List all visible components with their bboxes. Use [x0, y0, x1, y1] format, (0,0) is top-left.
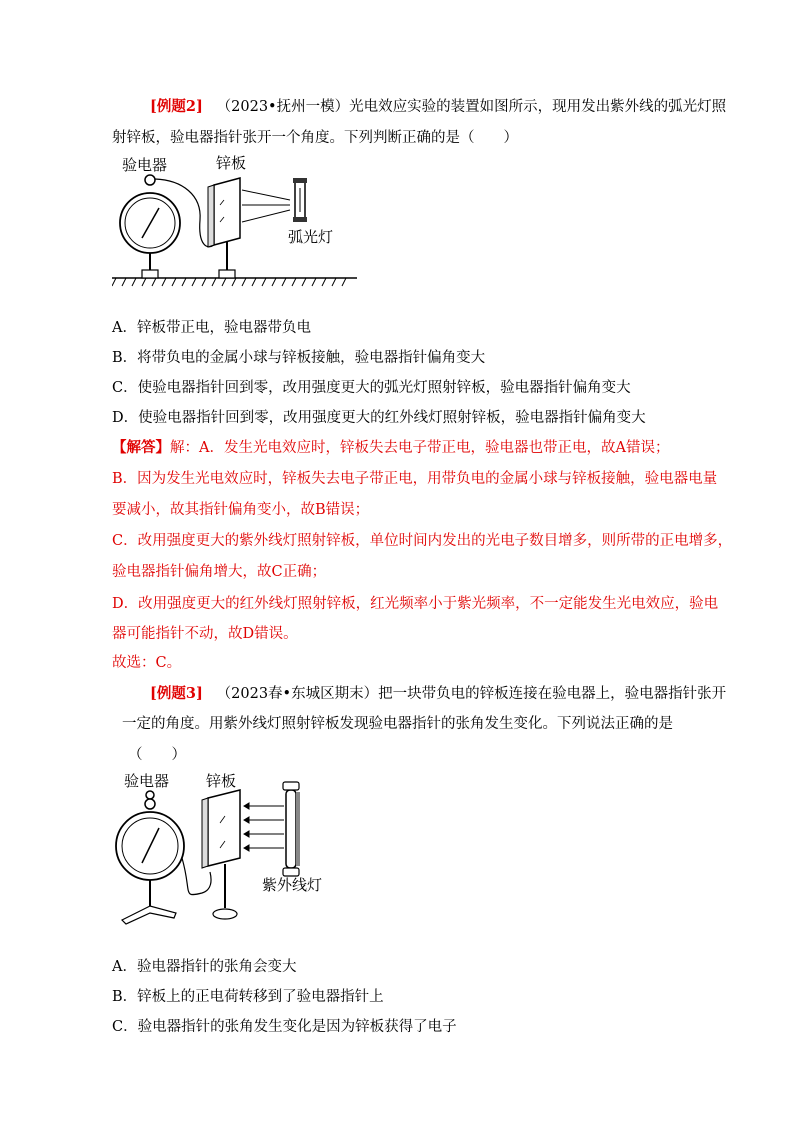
example3-option-a: A．验电器指针的张角会变大	[112, 959, 297, 975]
example2-option-c: C．使验电器指针回到零，改用强度更大的弧光灯照射锌板，验电器指针偏角变大	[112, 380, 631, 396]
example3-stem-text1: 把一块带负电的锌板连接在验电器上，验电器指针张开	[378, 686, 727, 702]
electroscope-label: 验电器	[122, 156, 168, 174]
example3-source: （2023春•东城区期末）	[216, 686, 379, 702]
example3-figure	[112, 768, 352, 942]
example3-stem-line1	[150, 684, 726, 704]
answer-tag: 【解答】	[112, 439, 170, 456]
example3-tag: [例题3]	[150, 685, 203, 702]
electroscope-label: 验电器	[124, 772, 170, 790]
uv-lamp-apparatus-diagram	[112, 768, 352, 938]
photoelectric-apparatus-diagram	[112, 150, 362, 300]
example3-stem-line3: （ ）	[128, 747, 186, 763]
uv-lamp-label: 紫外线灯	[262, 876, 323, 894]
zinc-plate-label: 锌板	[206, 772, 237, 790]
example2-option-d: D．使验电器指针回到零，改用强度更大的红外线灯照射锌板，验电器指针偏角变大	[112, 410, 646, 426]
example2-stem-text1: 光电效应实验的装置如图所示，现用发出紫外线的弧光灯照	[349, 99, 727, 115]
example2-answer-line3: 要减小，故其指针偏角变小，故B错误；	[112, 502, 370, 518]
example2-stem-line1	[150, 97, 726, 117]
example2-answer-line4: C．改用强度更大的紫外线灯照射锌板，单位时间内发出的光电子数目增多，则所带的正电增多，	[112, 533, 733, 549]
answer-text-a: 解：A．发生光电效应时，锌板失去电子带正电，验电器也带正电，故A错误；	[170, 440, 670, 456]
arc-lamp-label: 弧光灯	[288, 228, 334, 246]
example3-option-c: C．验电器指针的张角发生变化是因为锌板获得了电子	[112, 1019, 457, 1035]
example2-option-b: B．将带负电的金属小球与锌板接触，验电器指针偏角变大	[112, 350, 486, 366]
example2-option-a: A．锌板带正电，验电器带负电	[112, 320, 311, 336]
example3-stem-line2: 一定的角度。用紫外线灯照射锌板发现验电器指针的张角发生变化。下列说法正确的是	[122, 716, 673, 732]
zinc-plate-label: 锌板	[216, 154, 247, 172]
example2-figure	[112, 150, 362, 304]
example2-answer-line1	[112, 438, 669, 458]
example2-answer-line6: D．改用强度更大的红外线灯照射锌板，红光频率小于紫光频率，不一定能发生光电效应，验电	[112, 596, 719, 612]
example2-source: （2023•抚州一模）	[216, 99, 350, 115]
example2-answer-line2: B．因为发生光电效应时，锌板失去电子带正电，用带负电的金属小球与锌板接触，验电器电量	[112, 471, 718, 487]
example2-answer-line7: 器可能指针不动，故D错误。	[112, 626, 298, 642]
example2-choice: 故选：C。	[112, 655, 182, 671]
example2-stem-line2: 射锌板，验电器指针张开一个角度。下列判断正确的是（ ）	[112, 130, 518, 146]
example2-answer-line5: 验电器指针偏角增大，故C正确；	[112, 564, 327, 580]
example2-tag: [例题2]	[150, 98, 203, 115]
example3-option-b: B．锌板上的正电荷转移到了验电器指针上	[112, 989, 384, 1005]
